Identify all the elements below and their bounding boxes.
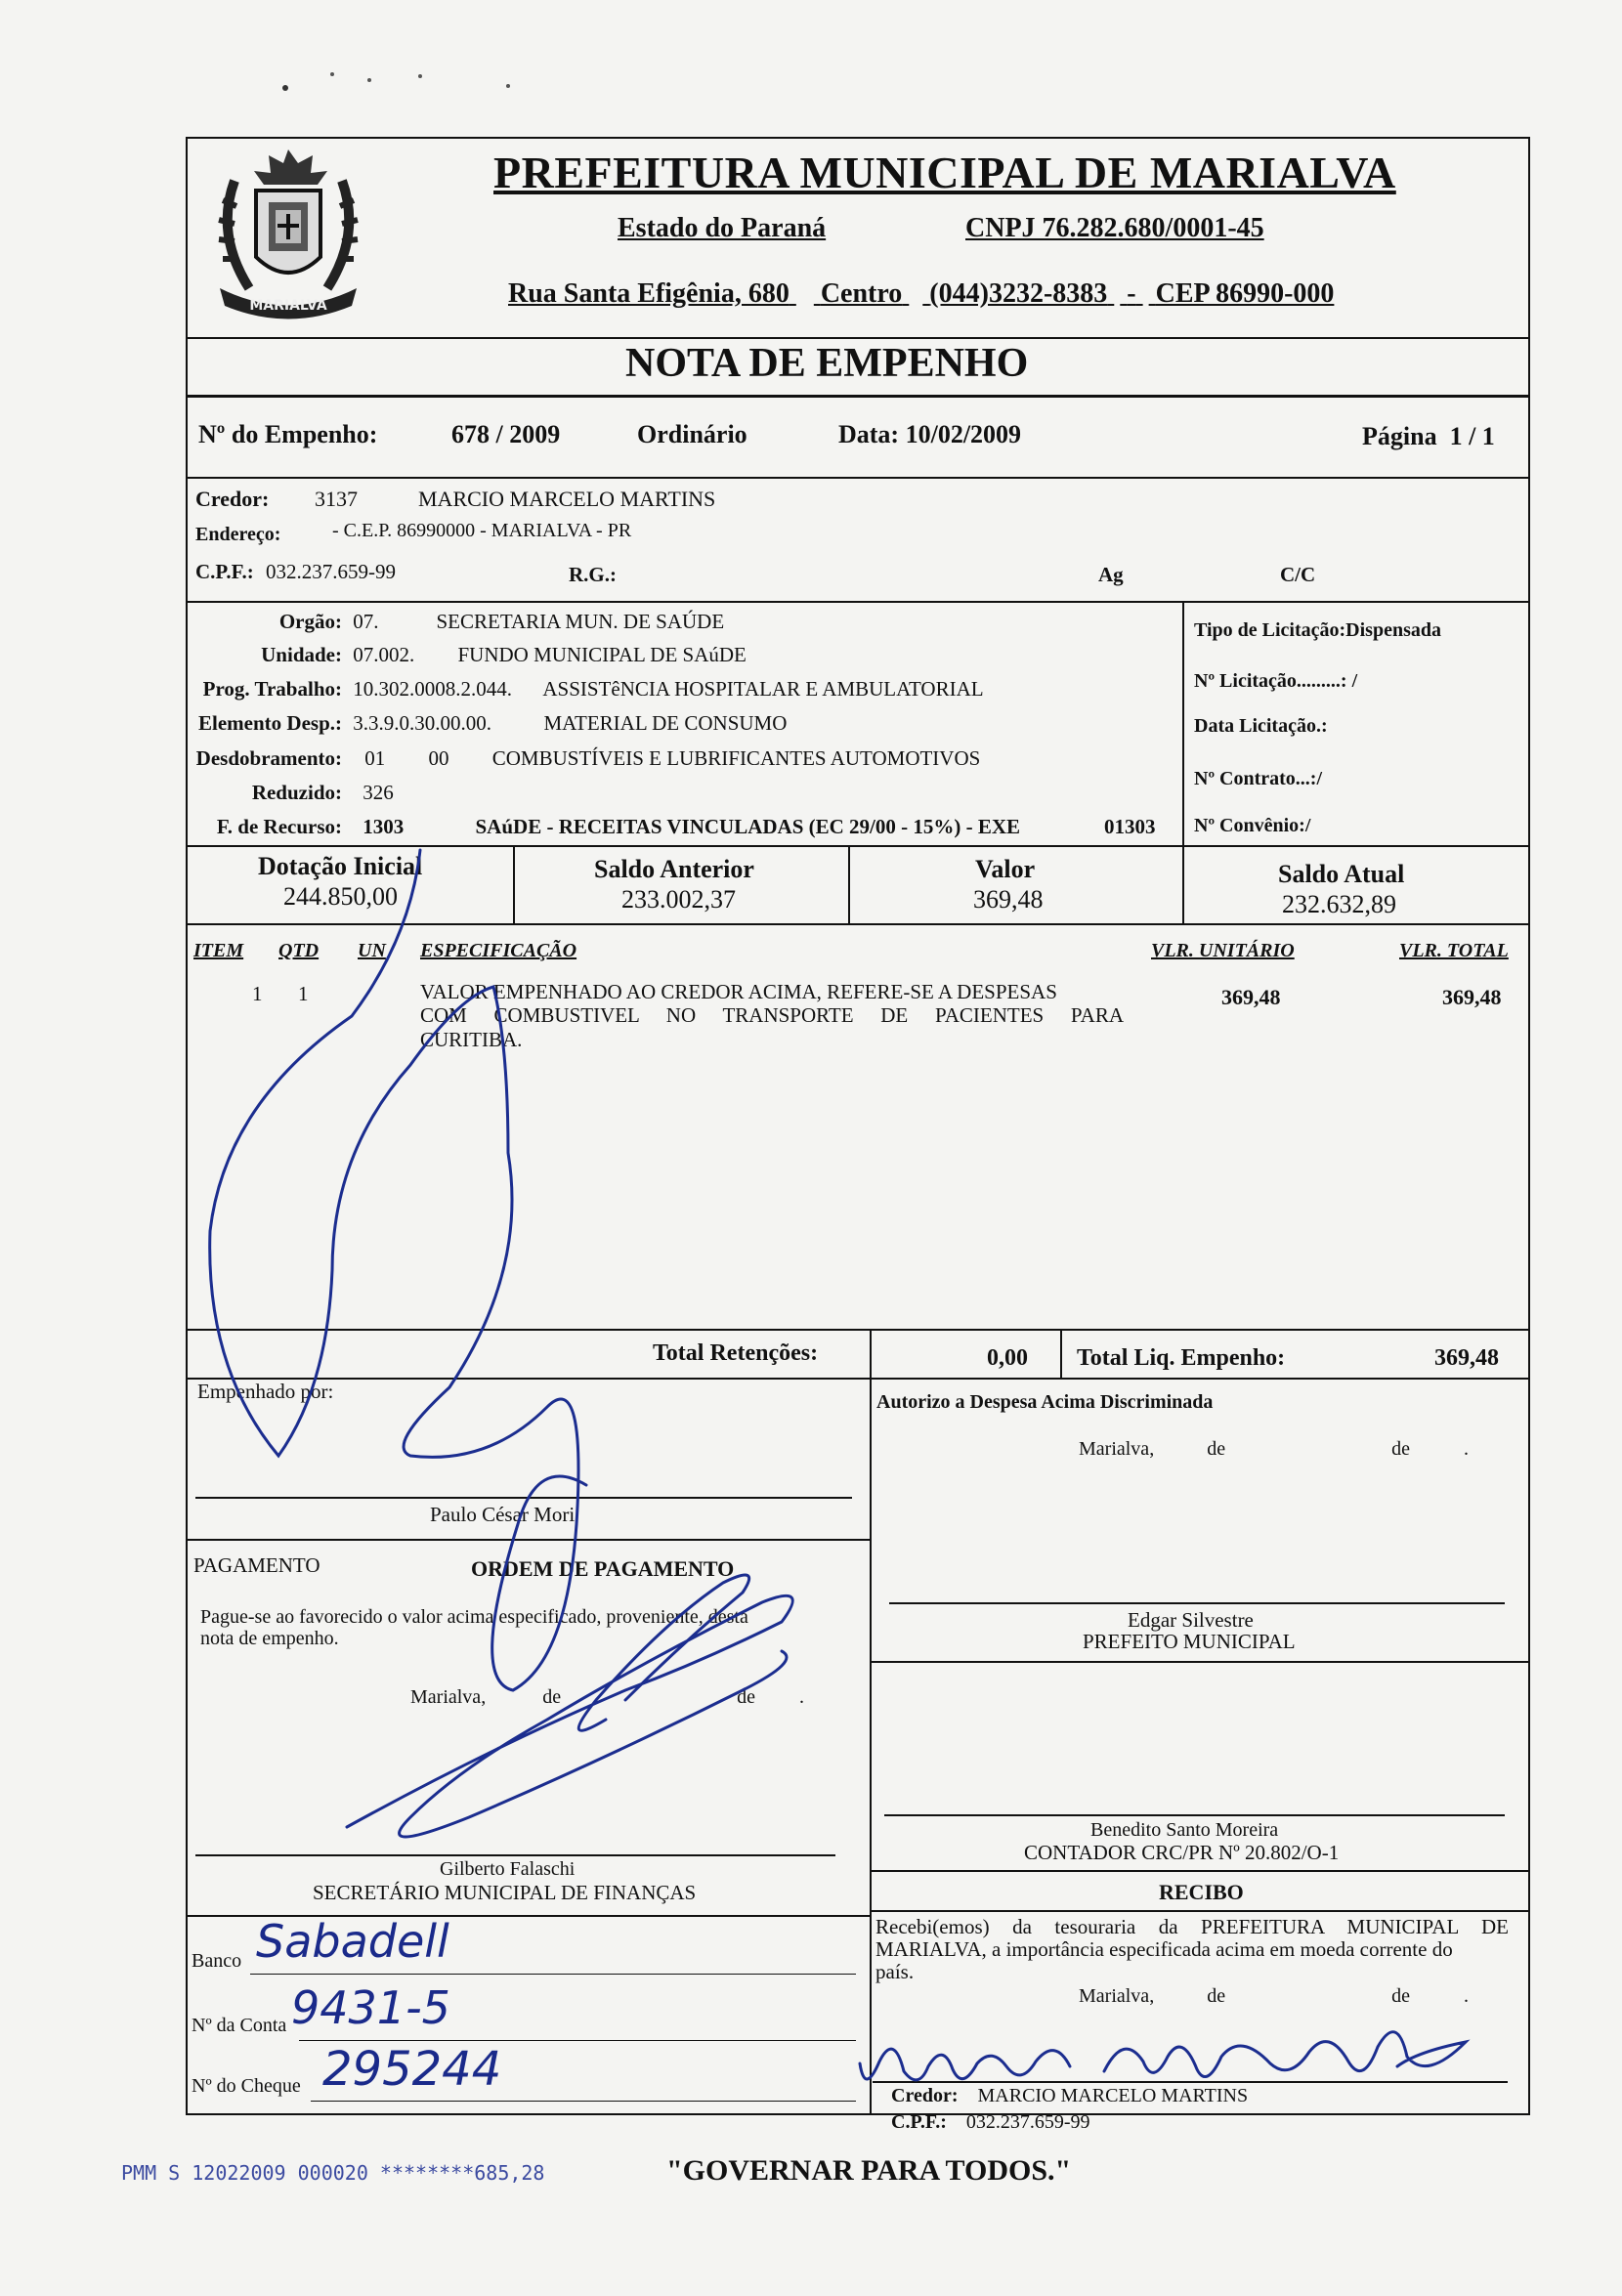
autorizo-date: Marialva, de de .: [1079, 1438, 1469, 1460]
ordem-pagamento-title: ORDEM DE PAGAMENTO: [471, 1556, 735, 1581]
autorizo-place: Marialva,: [1079, 1438, 1155, 1460]
row-vlr-unitario: 369,48: [1221, 985, 1281, 1009]
liq-value: 369,48: [1434, 1345, 1499, 1371]
contador-name: Benedito Santo Moreira: [1090, 1819, 1279, 1841]
row-item: 1: [252, 982, 263, 1005]
elemento-code: 3.3.9.0.30.00.00.: [353, 711, 491, 735]
pagamento-de-1: de: [542, 1686, 562, 1708]
cpf-label: C.P.F.:: [195, 560, 254, 583]
recibo-text-3: país.: [875, 1960, 915, 1983]
recibo-text-1-span: Recebi(emos) da tesouraria da PREFEITURA MUNICIPAL DE: [875, 1915, 1509, 1938]
recibo-signature: [860, 2032, 1466, 2080]
pagamento-signer-name: Gilberto Falaschi: [440, 1858, 576, 1880]
valor-label: Valor: [975, 855, 1036, 883]
address-street: Rua Santa Efigênia, 680: [508, 278, 790, 309]
autorizo-title: Autorizo a Despesa Acima Discriminada: [876, 1391, 1214, 1413]
credor-label: Credor:: [195, 487, 270, 511]
licitacao-convenio: Nº Convênio:/: [1194, 815, 1311, 836]
pagamento-label: PAGAMENTO: [193, 1553, 320, 1577]
pagamento-text-1: Pague-se ao favorecido o valor acima especificado, proveniente, desta: [200, 1606, 748, 1628]
row-spec-2-text: COM COMBUSTIVEL NO TRANSPORTE DE PACIENTES PARA: [420, 1003, 1124, 1027]
col-qtd: QTD: [278, 940, 320, 961]
doc-title: NOTA DE EMPENHO: [625, 341, 1029, 386]
recibo-credor-label: Credor:: [891, 2085, 959, 2106]
pagamento-place: Marialva,: [410, 1686, 487, 1708]
address-district: Centro: [820, 278, 903, 309]
saldo-atual-label: Saldo Atual: [1278, 860, 1405, 888]
licitacao-numero: Nº Licitação.........: /: [1194, 670, 1358, 692]
desdobramento-label: Desdobramento:: [195, 746, 342, 770]
recurso-label: F. de Recurso:: [216, 815, 342, 838]
licitacao-tipo: Tipo de Licitação:Dispensada: [1194, 619, 1441, 641]
empenhado-signature: [210, 850, 586, 1690]
state-text: Estado do Paraná: [618, 213, 827, 243]
empenho-number: 678 / 2009: [451, 420, 561, 448]
desdobramento-code1: 01: [364, 746, 386, 770]
address-sep: -: [1127, 278, 1136, 309]
elemento-label: Elemento Desp.:: [198, 711, 342, 735]
address-cep: CEP 86990-000: [1155, 278, 1335, 309]
date-value: 10/02/2009: [905, 420, 1022, 448]
rg-label: R.G.:: [569, 563, 617, 586]
address-phone: (044)3232-8383: [929, 278, 1108, 309]
ag-label: Ag: [1098, 563, 1124, 586]
autorizo-de-2: de: [1391, 1438, 1410, 1460]
col-un: UN: [358, 940, 386, 961]
recibo-date: Marialva, de de .: [1079, 1985, 1469, 2007]
cpf-value: 032.237.659-99: [266, 560, 396, 583]
dotacao-value: 244.850,00: [283, 882, 398, 911]
row-spec-3: CURITIBA.: [420, 1028, 523, 1051]
conta-label: Nº da Conta: [192, 2015, 287, 2036]
endereco-value: - C.E.P. 86990000 - MARIALVA - PR: [332, 520, 632, 541]
saldo-anterior-label: Saldo Anterior: [594, 855, 754, 883]
saldo-anterior-value: 233.002,37: [621, 885, 736, 914]
prog-name: ASSISTêNCIA HOSPITALAR E AMBULATORIAL: [542, 677, 984, 701]
machine-stamp: PMM S 12022009 000020 ********685,28: [121, 2161, 545, 2185]
prog-label: Prog. Trabalho:: [202, 677, 342, 701]
licitacao-contrato: Nº Contrato...:/: [1194, 768, 1323, 789]
unidade-code: 07.002.: [353, 643, 415, 666]
desdobramento-code2: 00: [428, 746, 449, 770]
recibo-cpf-value: 032.237.659-99: [965, 2111, 1090, 2133]
autorizo-de-1: de: [1207, 1438, 1226, 1460]
valor-value: 369,48: [973, 885, 1044, 914]
page-title: PREFEITURA MUNICIPAL DE MARIALVA: [493, 148, 1396, 197]
col-vlr-total: VLR. TOTAL: [1399, 940, 1509, 961]
prog-code: 10.302.0008.2.044.: [353, 677, 512, 701]
recibo-credor-name: MARCIO MARCELO MARTINS: [977, 2085, 1249, 2106]
prefeito-role: PREFEITO MUNICIPAL: [1083, 1630, 1296, 1653]
conta-value: 9431-5: [291, 1981, 450, 2034]
prefeito-name: Edgar Silvestre: [1128, 1608, 1254, 1632]
motto: "GOVERNAR PARA TODOS.": [666, 2154, 1072, 2187]
orgao-label: Orgão:: [278, 610, 342, 633]
reduzido-label: Reduzido:: [251, 781, 342, 804]
pagamento-de-2: de: [737, 1686, 755, 1708]
orgao-code: 07.: [353, 610, 379, 633]
credor-code: 3137: [315, 487, 358, 511]
cc-label: C/C: [1280, 563, 1316, 586]
reduzido-value: 326: [363, 781, 394, 804]
pagamento-signer-role: SECRETÁRIO MUNICIPAL DE FINANÇAS: [313, 1881, 697, 1904]
unidade-label: Unidade:: [261, 643, 342, 666]
row-spec-1: VALOR EMPENHADO AO CREDOR ACIMA, REFERE-SE A DESPESAS: [420, 980, 1057, 1003]
dotacao-label: Dotação Inicial: [258, 852, 423, 880]
contador-role: CONTADOR CRC/PR Nº 20.802/O-1: [1024, 1841, 1340, 1864]
elemento-name: MATERIAL DE CONSUMO: [543, 711, 788, 735]
credor-name: MARCIO MARCELO MARTINS: [418, 487, 716, 511]
recibo-text-2: MARIALVA, a importância especificada acima em moeda corrente do: [875, 1937, 1453, 1961]
col-especificacao: ESPECIFICAÇÃO: [420, 940, 577, 961]
recibo-de-2: de: [1391, 1985, 1410, 2007]
retencoes-label: Total Retenções:: [653, 1340, 819, 1366]
page-value: 1 / 1: [1449, 422, 1495, 450]
retencoes-value: 0,00: [987, 1345, 1028, 1371]
recibo-de-1: de: [1207, 1985, 1226, 2007]
recibo-title: RECIBO: [1159, 1880, 1244, 1904]
recurso-name: SAúDE - RECEITAS VINCULADAS (EC 29/00 - 15%) - EXE: [475, 815, 1021, 838]
empenhado-label: Empenhado por:: [197, 1380, 334, 1403]
col-vlr-unitario: VLR. UNITÁRIO: [1151, 940, 1295, 961]
pagamento-text-2: nota de empenho.: [200, 1628, 339, 1649]
banco-label: Banco: [192, 1950, 242, 1972]
endereco-label: Endereço:: [195, 524, 281, 545]
unidade-name: FUNDO MUNICIPAL DE SAúDE: [457, 643, 747, 666]
row-qtd: 1: [298, 982, 309, 1005]
col-item: ITEM: [193, 940, 244, 961]
empenhado-signer: Paulo César Mori: [430, 1503, 576, 1526]
recurso-code2: 01303: [1104, 815, 1156, 838]
cheque-value: 295244: [322, 2042, 502, 2097]
cheque-label: Nº do Cheque: [192, 2075, 301, 2097]
saldo-atual-value: 232.632,89: [1282, 890, 1396, 918]
date-label: Data:: [838, 420, 900, 448]
recibo-cpf-label: C.P.F.:: [891, 2111, 947, 2133]
pagamento-date: Marialva, de de .: [410, 1686, 804, 1708]
crest-text: MARIALVA: [249, 298, 327, 314]
cnpj-text: CNPJ 76.282.680/0001-45: [965, 213, 1264, 243]
desdobramento-name: COMBUSTÍVEIS E LUBRIFICANTES AUTOMOTIVOS: [491, 746, 981, 770]
liq-label: Total Liq. Empenho:: [1077, 1345, 1286, 1371]
pagamento-signature: [347, 1575, 792, 1837]
recurso-code: 1303: [363, 815, 405, 838]
orgao-name: SECRETARIA MUN. DE SAÚDE: [436, 610, 725, 633]
page-label: Página: [1362, 422, 1437, 450]
empenho-type: Ordinário: [637, 420, 747, 448]
row-vlr-total: 369,48: [1442, 985, 1502, 1009]
recibo-place: Marialva,: [1079, 1985, 1155, 2007]
licitacao-data: Data Licitação.:: [1194, 715, 1328, 737]
empenho-label: Nº do Empenho:: [198, 420, 378, 448]
banco-value: Sabadell: [256, 1915, 449, 1968]
